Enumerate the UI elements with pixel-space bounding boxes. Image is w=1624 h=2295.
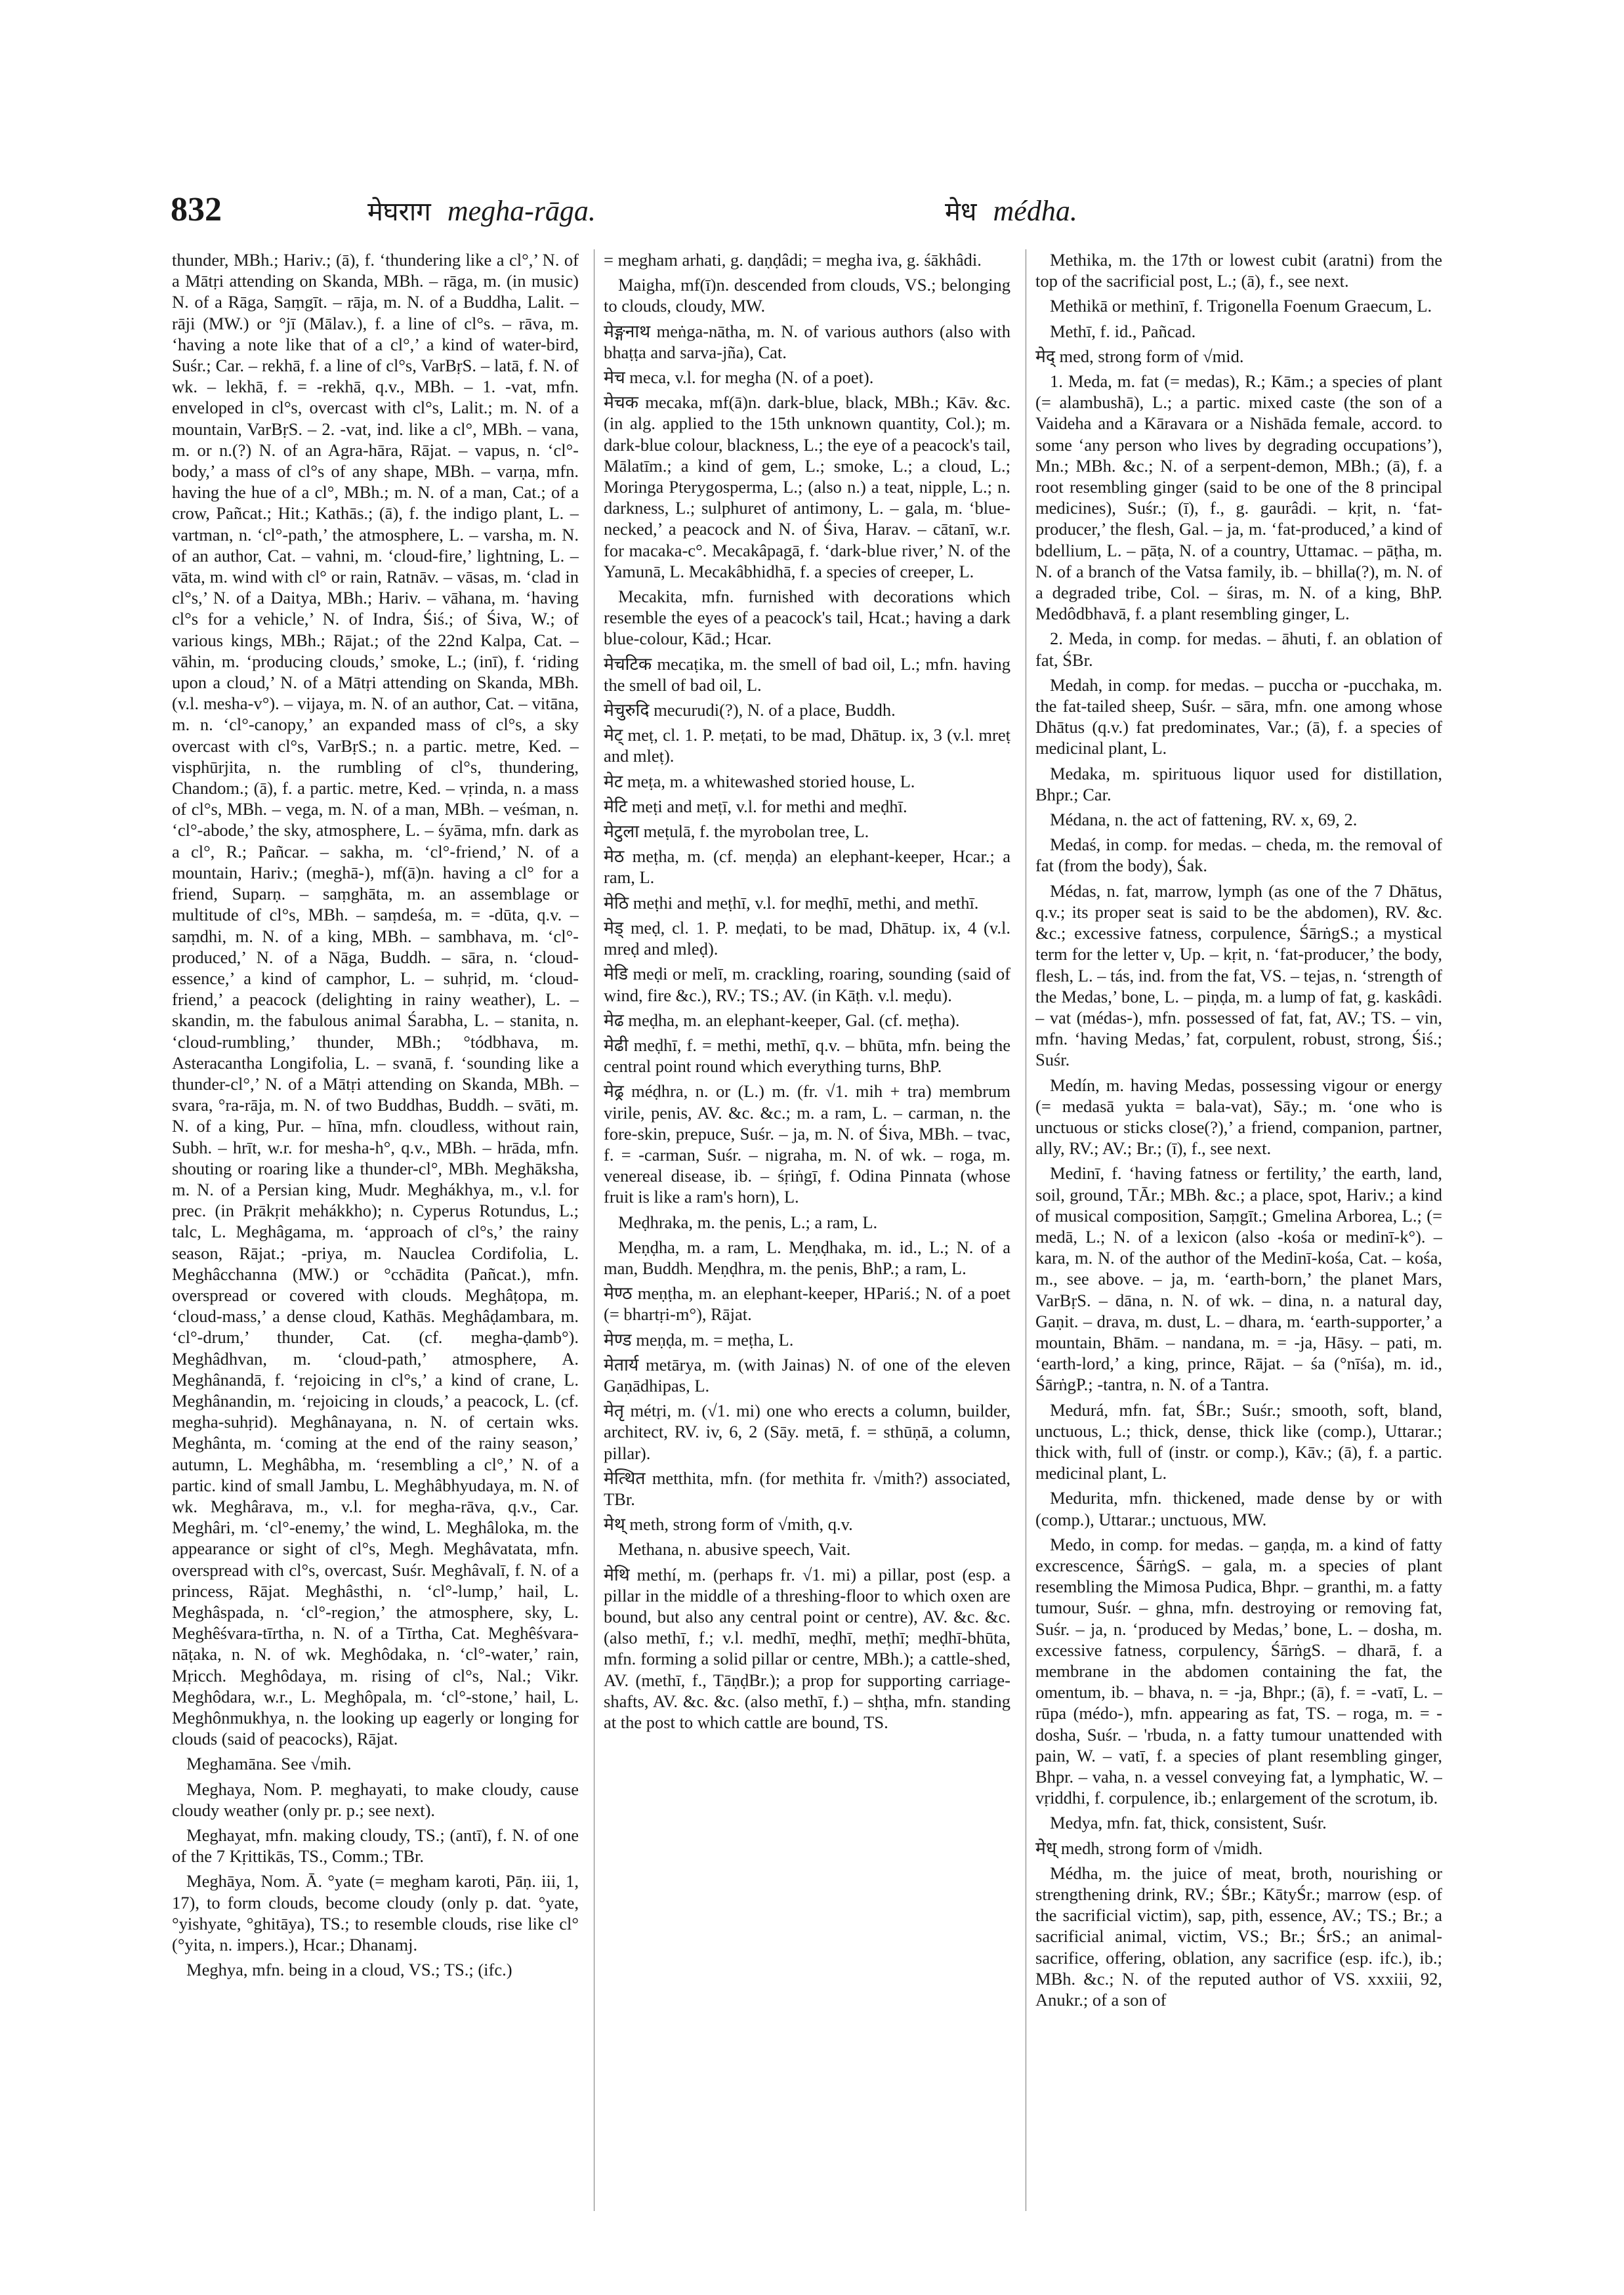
dictionary-entry: मेध् medh, strong form of √midh. <box>1035 1838 1263 1858</box>
dictionary-entry: Médas, n. fat, marrow, lymph (as one of the 7 Dhātus, q.v.; its proper seat is said to be the abdomen), RV. &c. &c.; excessive fatness, corpulence, ŚārṅgS.; a mystical term for the letter v, Up. – kṛit, n. ‘fat-producer,’ the body, flesh, L. – tás, ind. from the fat, VS. – tejas, n. ‘strength of the Medas,’ bone, L. – piṇḍa, m. a lump of fat, g. kaskâdi. – vat (médas-), mfn. possessed of fat, fat, AV.; TS. – vin, mfn. ‘having Medas,’ fat, corpulent, robust, strong, Śiś.; Suśr. <box>1035 880 1442 1070</box>
page-header <box>171 190 1450 236</box>
dictionary-entry: मेटि meṭi and meṭī, v.l. for methi and meḍhī. <box>604 796 907 816</box>
dictionary-entry: Meghya, mfn. being in a cloud, VS.; TS.; (ifc.) <box>186 1960 512 1980</box>
dictionary-entry: thunder, MBh.; Hariv.; (ā), f. ‘thundering like a cl°,’ N. of a Mātṛi attending on Skanda, MBh. – rāga, m. (in music) N. of a Rāga, Saṃgīt. – rāja, m. N. of a Buddha, Lalit. – rāji (MW.) or °jī (Mālav.), f. a line of cl°s. – rāva, m. ‘having a note like that of a cl°,’ a kind of water-bird, Suśr.; Car. – rekhā, f. a line of cl°s, VarBṛS. – latā, f. N. of wk. – lekhā, f. = -rekhā, q.v., MBh. – 1. -vat, mfn. enveloped in cl°s, overcast with cl°s, Lalit.; m. N. of a mountain, VarBṛS. – 2. -vat, ind. like a cl°, MBh. – vana, m. or n.(?) N. of an Agra-hāra, Rājat. – vapus, n. ‘cl°-body,’ a mass of cl°s of any shape, MBh. – varṇa, mfn. having the hue of a cl°, MBh.; m. N. of a man, Cat.; of a crow, Pañcat.; Hit.; Kathās.; (ā), f. the indigo plant, L. – vartman, n. ‘cl°-path,’ the atmosphere, L. – varsha, m. N. of an author, Cat. – vahni, m. ‘cloud-fire,’ lightning, L. – vāta, m. wind with cl° or rain, Ratnāv. – vāsas, m. ‘clad in cl°s,’ N. of a Daitya, MBh.; Hariv. – vāhana, m. ‘having cl°s for a vehicle,’ N. of Indra, Śiś.; of Śiva, W.; of various kings, MBh.; Rājat.; of the 22nd Kalpa, Cat. – vāhin, m. ‘producing clouds,’ smoke, L.; (inī), f. ‘riding upon a cloud,’ N. of a Mātṛi attending on Skanda, MBh. (v.l. mesha-v°). – vijaya, m. N. of an author, Cat. – vitāna, m. n. ‘cl°-canopy,’ an expanded mass of cl°s, a sky overcast with cl°s, VarBṛS.; n. a partic. metre, Ked. – visphūrjita, n. the rumbling of cl°s, thundering, Chandom.; (ā), f. a partic. metre, Ked. – vṛinda, n. a mass of cl°s, MBh. – vega, m. N. of a man, MBh. – veśman, n. ‘cl°-abode,’ the sky, atmosphere, L. – śyāma, mfn. dark as a cl°, R.; Pañcar. – sakha, m. ‘cl°-friend,’ N. of a mountain, Hariv.; (meghā-), mf(ā)n. having a cl° for a friend, Suparṇ. – saṃghāta, m. an assemblage or multitude of cl°s, MBh. – saṃdeśa, m. = -dūta, q.v. – saṃdhi, m. N. of a king, MBh. – sambhava, m. ‘cl°-produced,’ N. of a Nāga, Buddh. – sāra, n. ‘cloud-essence,’ a kind of camphor, L. – suhṛid, m. ‘cloud-friend,’ a peacock (delighting in rainy weather), L. – skandin, m. the fabulous animal Śarabha, L. – stanita, n. ‘cloud-rumbling,’ thunder, MBh.; °tódbhava, m. Asteracantha Longifolia, L. – svanā, f. ‘sounding like a thunder-cl°,’ N. of a Mātṛi attending on Skanda, MBh. – svara, °ra-rāja, m. N. of two Buddhas, Buddh. – svāti, m. N. of a king, Pur. – hīna, mfn. cloudless, without rain, Subh. – hrīt, w.r. for mesha-h°, q.v., MBh. – hrāda, mfn. shouting or roaring like a thunder-cl°, MBh. Meghāksha, m. N. of a Persian king, Mudr. Meghákhya, m., v.l. for prec. (in Prākṛit mehákkho); n. Cyperus Rotundus, L.; talc, L. Meghâgama, m. ‘approach of cl°s,’ the rainy season, Rājat.; -priya, m. Nauclea Cordifolia, L. Meghâcchanna (MW.) or °cchādita (Pañcat.), mfn. overspread or covered with clouds. Meghâṭopa, m. ‘cloud-mass,’ a dense cloud, Kathās. Meghâḍambara, m. ‘cl°-drum,’ thunder, Cat. (cf. megha-ḍamb°). Meghâdhvan, m. ‘cloud-path,’ atmosphere, A. Meghânandā, f. ‘rejoicing in cl°s,’ a kind of crane, L. Meghânandin, m. ‘rejoicing in clouds,’ a peacock, L. (cf. megha-suhṛid). Meghânayana, n. N. of certain wks. Meghânta, m. ‘coming at the end of the rainy season,’ autumn, L. Meghâbha, m. ‘resembling a cl°,’ N. of a partic. kind of small Jambu, L. Meghâbhyudaya, m. N. of wk. Meghârava, m., v.l. for megha-rāva, q.v., Car. Meghâri, m. ‘cl°-enemy,’ the wind, L. Meghâloka, m. the appearance or sight of cl°s, Megh. Meghâvatata, mfn. overspread with cl°s, overcast, Suśr. Meghâvalī, f. N. of a princess, Rājat. Meghâsthi, n. ‘cl°-lump,’ hail, L. Meghâspada, n. ‘cl°-region,’ the atmosphere, sky, L. Meghêśvara-tīrtha, n. N. of a Tīrtha, Cat. Meghêśvara-nāṭaka, n. N. of wk. Meghôdaka, n. ‘cl°-water,’ rain, Mṛicch. Meghôdaya, m. rising of cl°s, Nal.; Vikr. Meghôdara, w.r., L. Meghôpala, m. ‘cl°-stone,’ hail, L. Meghônmukhya, n. the looking up eagerly or longing for clouds (said of peacocks), Rājat. <box>172 250 579 1749</box>
dictionary-entry: मेट meṭa, m. a whitewashed storied house, L. <box>604 771 915 791</box>
dictionary-entry: मेङ्गनाथ meṅga-nātha, m. N. of various authors (also with bhaṭṭa and sarva-jña), Cat. <box>604 321 1010 362</box>
dictionary-entry: 2. Meda, in comp. for medas. – āhuti, f. an oblation of fat, ŚBr. <box>1035 629 1442 670</box>
dictionary-entry: मेढी meḍhī, f. = methi, methī, q.v. – bhūta, mfn. being the central point round which everything turns, BhP. <box>604 1035 1010 1077</box>
dictionary-entry: Médana, n. the act of fattening, RV. x, 69, 2. <box>1050 810 1358 830</box>
right-column <box>1035 249 1442 2211</box>
dictionary-entry: Medaś, in comp. for medas. – cheda, m. the removal of fat (from the body), Śak. <box>1035 835 1442 876</box>
dictionary-entry: Medurá, mfn. fat, ŚBr.; Suśr.; smooth, soft, bland, unctuous, L.; thick, dense, thick like (comp.), Uttarar.; thick with, full of (instr. or comp.), Kāv.; (ā), f. a partic. medicinal plant, L. <box>1035 1399 1442 1483</box>
dictionary-entry: मेट् meṭ, cl. 1. P. meṭati, to be mad, Dhātup. ix, 3 (v.l. mreṭ and mleṭ). <box>604 725 1010 766</box>
left-headword-devanagari: मेघराग <box>367 197 431 227</box>
dictionary-entry: Maigha, mf(ī)n. descended from clouds, VS.; belonging to clouds, cloudy, MW. <box>604 275 1010 316</box>
dictionary-entry: Methikā or methinī, f. Trigonella Foenum Graecum, L. <box>1050 296 1432 316</box>
left-headword-transliteration: megha-rāga. <box>447 195 596 227</box>
dictionary-entry: मेढ्र méḍhra, n. or (L.) m. (fr. √1. mih + tra) membrum virile, penis, AV. &c. &c.; m. a ram, L. – carman, n. the fore-skin, prepuce, Suśr. – ja, m. N. of Śiva, MBh. – tvac, f. = -carman, Suśr. – nigraha, m. N. of wk. – roga, m. venereal disease, ib. – śṛiṅgī, f. Odina Pinnata (whose fruit is like a ram's horn), L. <box>604 1081 1010 1207</box>
page-number: 832 <box>171 191 222 228</box>
dictionary-entry: मेतार्य metārya, m. (with Jainas) N. of one of the eleven Gaṇādhipas, L. <box>604 1354 1010 1396</box>
right-headword-devanagari: मेध <box>945 197 977 227</box>
dictionary-entry: Meghamāna. See √mih. <box>186 1754 352 1774</box>
dictionary-entry: Meḍhraka, m. the penis, L.; a ram, L. <box>618 1212 878 1232</box>
dictionary-entry: मेचुरुदि mecurudi(?), N. of a place, Buddh. <box>604 700 896 720</box>
dictionary-entry: Meṇḍha, m. a ram, L. Meṇḍhaka, m. id., L.; N. of a man, Buddh. Meṇḍhra, m. the penis, BhP.; a ram, L. <box>604 1237 1010 1278</box>
dictionary-entry: Medurita, mfn. thickened, made dense by or with (comp.), Uttarar.; unctuous, MW. <box>1035 1488 1442 1529</box>
dictionary-entry: Médha, m. the juice of meat, broth, nourishing or strengthening drink, RV.; ŚBr.; KātyŚr.; marrow (esp. of the sacrificial victim), sap, pith, essence, AV.; TS.; Br.; a sacrificial animal, victim, VS.; Br.; ŚrS.; an animal-sacrifice, offering, oblation, any sacrifice (esp. ifc.), ib.; MBh. &c.; N. of the reputed author of VS. xxxiii, 92, Anukr.; of a son of <box>1035 1863 1442 2010</box>
dictionary-entry: Mecakita, mfn. furnished with decorations which resemble the eyes of a peacock's tail, Hcat.; having a dark blue-colour, Kād.; Hcar. <box>604 587 1010 649</box>
dictionary-entry: Meghayat, mfn. making cloudy, TS.; (antī), f. N. of one of the 7 Kṛittikās, TS., Comm.; TBr. <box>172 1825 579 1867</box>
dictionary-entry: मेण्ड meṇḍa, m. = meṭha, L. <box>604 1329 794 1350</box>
dictionary-entry: Meghaya, Nom. P. meghayati, to make cloudy, cause cloudy weather (only pr. p.; see next). <box>172 1779 579 1820</box>
dictionary-entry: Medinī, f. ‘having fatness or fertility,’ the earth, land, soil, ground, TĀr.; MBh. &c.; a place, spot, Hariv.; a kind of musical composition, Saṃgīt.; Gmelina Arborea, L.; (= medā, L.; N. of a lexicon (also -kośa or medinī-k°). – kara, m. N. of the author of the Medinī-kośa, Cat. – kośa, m., see above. – ja, m. ‘earth-born,’ the planet Mars, VarBṛS. – dāna, n. N. of wk. – dina, n. a natural day, Gaṇit. – drava, m. dust, L. – dhara, m. ‘earth-supporter,’ a mountain, Bhām. – nandana, m. = -ja, Hāsy. – pati, m. ‘earth-lord,’ a king, prince, Rājat. – śa (°nīśa), m. id., ŚārṅgP.; -tantra, n. N. of a Tantra. <box>1035 1163 1442 1395</box>
dictionary-entry: मेढ meḍha, m. an elephant-keeper, Gal. (cf. meṭha). <box>604 1010 960 1030</box>
dictionary-entry: मेण्ठ meṇṭha, m. an elephant-keeper, HPariś.; N. of a poet (= bhartṛi-m°), Rājat. <box>604 1283 1010 1325</box>
dictionary-entry: Methika, m. the 17th or lowest cubit (aratni) from the top of the sacrificial post, L.; (ā), f., see next. <box>1035 250 1442 291</box>
dictionary-entry: मेचटिक mecaṭika, m. the smell of bad oil, L.; mfn. having the smell of bad oil, L. <box>604 653 1010 695</box>
dictionary-entry: मेचक mecaka, mf(ā)n. dark-blue, black, MBh.; Kāv. &c. (in alg. applied to the 15th unknown quantity, Col.); m. dark-blue colour, blackness, L.; the eye of a peacock's tail, Mālatīm.; a kind of gem, L.; smoke, L.; a cloud, L.; Moringa Pterygosperma, L.; (also n.) a teat, nipple, L.; n. darkness, L.; sulphuret of antimony, L. – gala, m. ‘blue-necked,’ a peacock and N. of Śiva, Harav. – cātanī, w.r. for macaka-c°. Mecakâpagā, f. ‘dark-blue river,’ N. of the Yamunā, L. Mecakâbhidhā, f. a species of creeper, L. <box>604 392 1010 581</box>
dictionary-entry: मेठि meṭhi and meṭhī, v.l. for meḍhī, methi, and methī. <box>604 892 979 913</box>
left-column <box>172 249 579 2211</box>
dictionary-entry: मेद् med, strong form of √mid. <box>1035 346 1244 366</box>
dictionary-entry: Methī, f. id., Pañcad. <box>1050 321 1196 341</box>
dictionary-entry: Medah, in comp. for medas. – puccha or -pucchaka, m. the fat-tailed sheep, Suśr. – sāra, mfn. one among whose Dhātus (q.v.) fat predominates, Var.; (ā), f. a species of medicinal plant, L. <box>1035 674 1442 758</box>
dictionary-entry: मेथि methí, m. (perhaps fr. √1. mi) a pillar, post (esp. a pillar in the middle of a threshing-floor to which oxen are bound, but also any central point or centre), AV. &c. &c. (also methī, f.; v.l. medhī, meḍhī, meṭhī; meḍhī-bhūta, mfn. forming a solid pillar or centre, MBh.); a cattle-shed, AV. (methī, f., TāṇḍBr.); a prop for supporting carriage-shafts, AV. &c. &c. (also methī, f.) – shṭha, mfn. standing at the post to which cattle are bound, TS. <box>604 1564 1010 1732</box>
dictionary-entry: मेतृ métṛi, m. (√1. mi) one who erects a column, builder, architect, RV. iv, 6, 2 (Sāy. metā, f. = sthūṇā, a column, pillar). <box>604 1401 1010 1463</box>
dictionary-entry: मेत्थित metthita, mfn. (for methita fr. √mith?) associated, TBr. <box>604 1468 1010 1509</box>
dictionary-entry: Medo, in comp. for medas. – gaṇḍa, m. a kind of fatty excrescence, ŚārṅgS. – gala, m. a species of plant resembling the Mimosa Pudica, Bhpr. – granthi, m. a fatty tumour, Suśr. – ghna, mfn. destroying or removing fat, Suśr. – ja, n. ‘produced by Medas,’ bone, L. – dosha, m. excessive fatness, corpulency, ŚārṅgS. – dharā, f. a membrane in the abdomen containing the fat, the omentum, ib. – bhava, n. = -ja, Bhpr.; (ā), f. = -vatī, L. – rūpa (médo-), mfn. appearing as fat, TS. – roga, m. = -dosha, Suśr. – 'rbuda, n. a fatty tumour unattended with pain, W. – vatī, f. a species of plant resembling ginger, Bhpr. – vaha, n. a vessel conveying fat, a lymphatic, W. – vṛiddhi, f. corpulence, ib.; enlargement of the scrotum, ib. <box>1035 1534 1442 1808</box>
dictionary-entry: Medaka, m. spirituous liquor used for distillation, Bhpr.; Car. <box>1035 763 1442 804</box>
middle-column <box>604 249 1010 2211</box>
dictionary-entry: Meghāya, Nom. Ā. °yate (= megham karoti, Pāṇ. iii, 1, 17), to form clouds, become cloudy (only p. dat. °yate, °yishyate, °ghitāya), TS.; to resemble clouds, rise like cl°(°yita, n. impers.), Hcar.; Dhanamj. <box>172 1871 579 1955</box>
dictionary-entry: मेटुला meṭulā, f. the myrobolan tree, L. <box>604 821 869 842</box>
dictionary-entry: = megham arhati, g. daṇḍâdi; = megha iva, g. śākhâdi. <box>604 250 982 270</box>
dictionary-entry: Medín, m. having Medas, possessing vigour or energy (= medasā yukta = bala-vat), Sāy.; m. ‘one who is unctuous or sticks close(?),’ a friend, companion, partner, ally, RV.; AV.; Br.; (ī), f., see next. <box>1035 1075 1442 1159</box>
dictionary-entry: 1. Meda, m. fat (= medas), R.; Kām.; a species of plant (= alambushā), L.; a partic. mixed caste (the son of a Vaideha and a Kāravara or a Nishāda female, accord. to some ‘any person who lives by degrading occupations’), Mn.; MBh. &c.; N. of a serpent-demon, MBh.; (ā), f. a root resembling ginger (said to be one of the 8 principal medicines), Suśr.; (ī), f., g. gaurâdi. – kṛit, n. ‘fat-producer,’ the flesh, Gal. – ja, m. ‘fat-produced,’ a kind of bdellium, L. – pāṭa, N. of a country, Uttamac. – pāṭha, m. N. of a branch of the Vatsa family, ib. – bhilla(?), m. N. of a degraded tribe, Col. – śiras, m. N. of a king, BhP. Medôdbhavā, f. a plant resembling ginger, L. <box>1035 371 1442 624</box>
dictionary-entry: मेड् meḍ, cl. 1. P. meḍati, to be mad, Dhātup. ix, 4 (v.l. mreḍ and mleḍ). <box>604 917 1010 959</box>
dictionary-entry: Methana, n. abusive speech, Vait. <box>618 1539 851 1560</box>
dictionary-entry: मेच meca, v.l. for megha (N. of a poet). <box>604 367 874 388</box>
left-running-head <box>367 192 945 228</box>
dictionary-entry: मेठ meṭha, m. (cf. meṇḍa) an elephant-keeper, Hcar.; a ram, L. <box>604 846 1010 888</box>
right-running-head <box>945 192 1077 228</box>
dictionary-entry: Medya, mfn. fat, thick, consistent, Suśr. <box>1050 1813 1327 1833</box>
right-headword-transliteration: médha. <box>993 195 1077 227</box>
dictionary-entry: मेडि meḍi or melī, m. crackling, roaring, sounding (said of wind, fire &c.), RV.; TS.; AV. (in Kāṭh. v.l. meḍu). <box>604 964 1010 1005</box>
dictionary-entry: मेथ् meth, strong form of √mith, q.v. <box>604 1514 853 1535</box>
